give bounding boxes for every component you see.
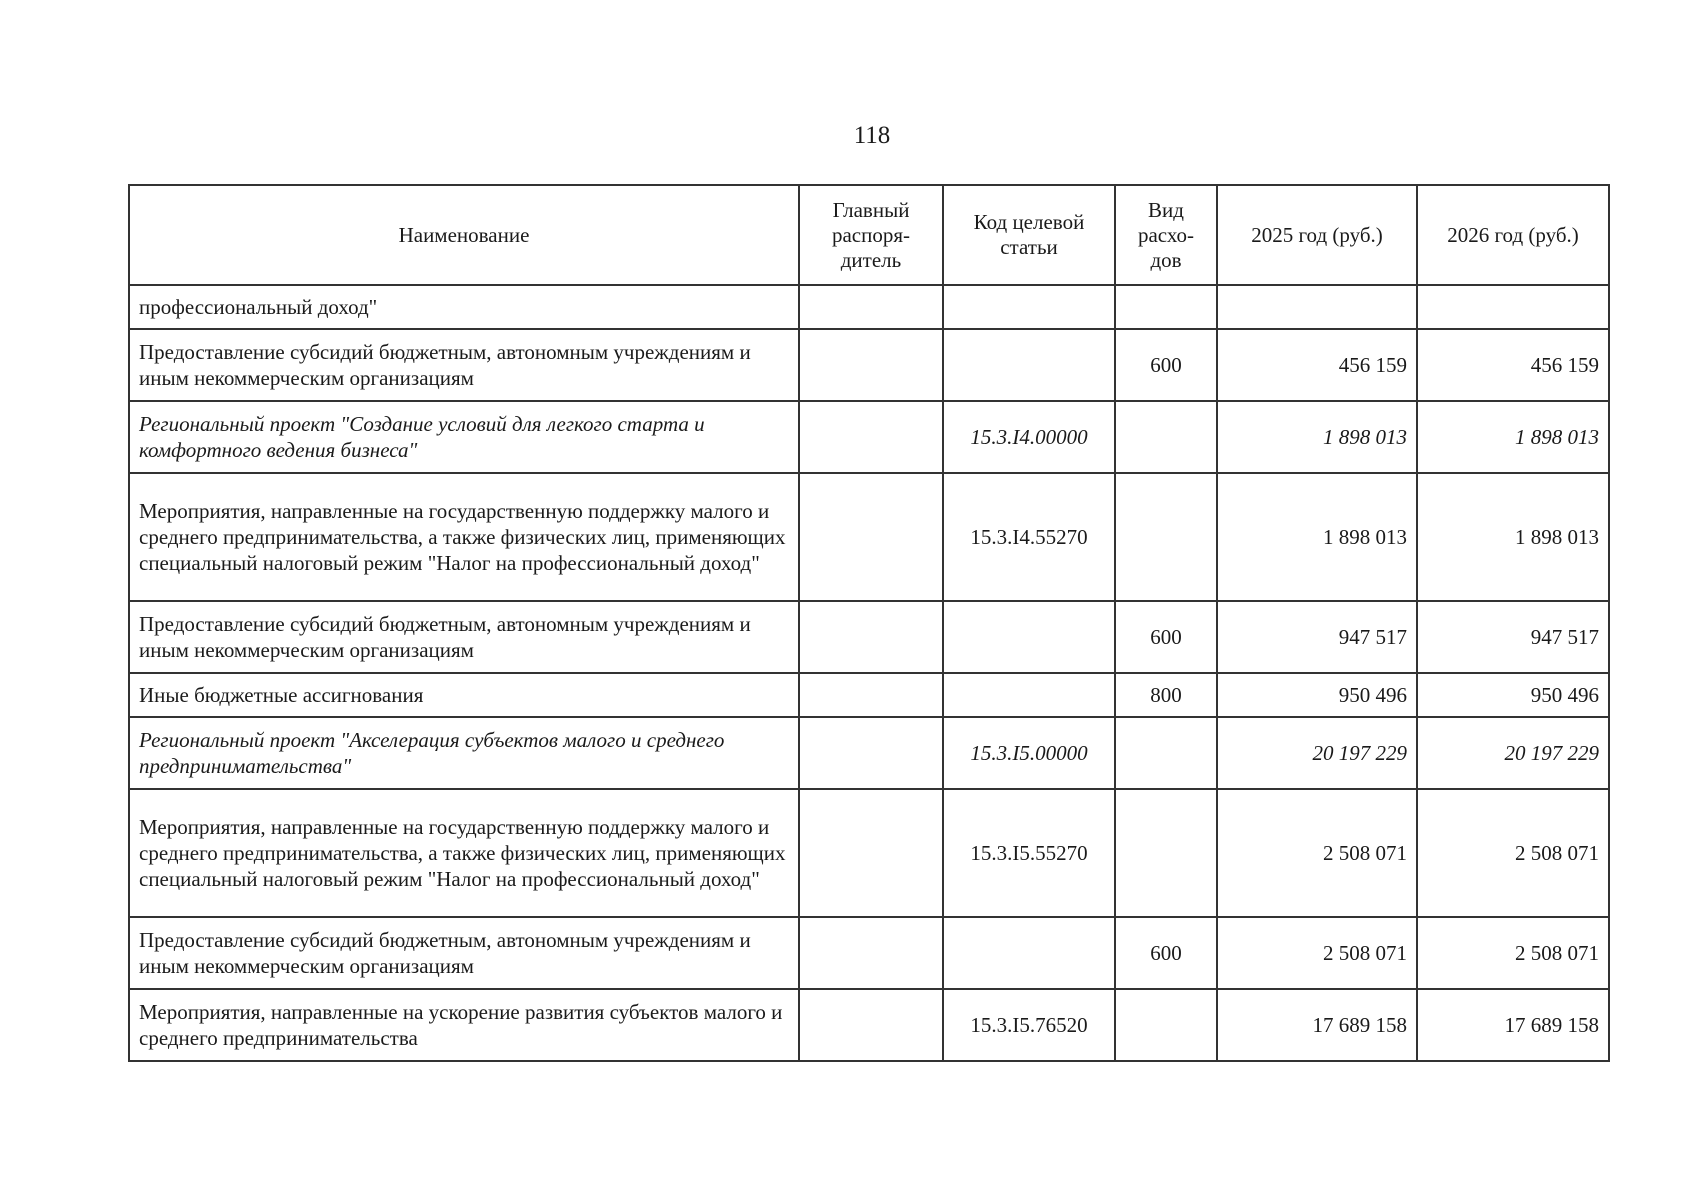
table-row [129,673,1609,717]
table-row [129,789,1609,917]
row-2026 [1417,285,1609,329]
row-vid [1115,473,1217,601]
row-name: Мероприятия, направленные на государственную поддержку малого и среднего предпринимательства, а также физических лиц, применяющих специальный налоговый режим "Налог на профессиональный доход" [129,789,799,917]
row-code [943,601,1115,673]
table-header-row [129,185,1609,285]
row-distributor [799,285,943,329]
row-name: Мероприятия, направленные на государственную поддержку малого и среднего предпринимательства, а также физических лиц, применяющих специальный налоговый режим "Налог на профессиональный доход" [129,473,799,601]
row-distributor [799,473,943,601]
row-code: 15.3.I5.76520 [943,989,1115,1061]
table-row [129,601,1609,673]
row-name: Предоставление субсидий бюджетным, автономным учреждениям и иным некоммерческим организациям [129,601,799,673]
row-vid [1115,285,1217,329]
page-number: 118 [853,122,891,149]
row-vid: 800 [1115,673,1217,717]
row-code [943,285,1115,329]
row-2025: 947 517 [1217,601,1417,673]
row-2026: 1 898 013 [1417,401,1609,473]
row-name: Мероприятия, направленные на ускорение развития субъектов малого и среднего предпринимательства [129,989,799,1061]
row-vid [1115,401,1217,473]
row-2025: 950 496 [1217,673,1417,717]
table-row [129,401,1609,473]
row-vid: 600 [1115,601,1217,673]
row-2026: 2 508 071 [1417,789,1609,917]
row-vid: 600 [1115,329,1217,401]
row-distributor [799,329,943,401]
row-code: 15.3.I4.00000 [943,401,1115,473]
row-distributor [799,717,943,789]
row-2025: 1 898 013 [1217,401,1417,473]
row-name: профессиональный доход" [129,285,799,329]
header-name: Наименование [129,185,799,285]
header-distributor: Главный распоря-дитель [799,185,943,285]
table-row [129,717,1609,789]
row-code: 15.3.I5.55270 [943,789,1115,917]
row-vid: 600 [1115,917,1217,989]
row-2026: 950 496 [1417,673,1609,717]
table-row [129,285,1609,329]
row-name: Предоставление субсидий бюджетным, автономным учреждениям и иным некоммерческим организациям [129,329,799,401]
row-2025: 20 197 229 [1217,717,1417,789]
row-distributor [799,401,943,473]
row-2025 [1217,285,1417,329]
row-2025: 456 159 [1217,329,1417,401]
row-code [943,329,1115,401]
row-2025: 2 508 071 [1217,789,1417,917]
row-distributor [799,673,943,717]
row-name: Региональный проект "Акселерация субъектов малого и среднего предпринимательства" [129,717,799,789]
row-name: Предоставление субсидий бюджетным, автономным учреждениям и иным некоммерческим организациям [129,917,799,989]
row-distributor [799,601,943,673]
header-2026: 2026 год (руб.) [1417,185,1609,285]
row-vid [1115,789,1217,917]
row-vid [1115,717,1217,789]
table-row [129,989,1609,1061]
table-row [129,473,1609,601]
row-name: Региональный проект "Создание условий для легкого старта и комфортного ведения бизнеса" [129,401,799,473]
header-vid: Вид расхо-дов [1115,185,1217,285]
row-2025: 17 689 158 [1217,989,1417,1061]
row-code [943,917,1115,989]
table-row [129,329,1609,401]
budget-table [128,184,1610,1062]
row-2026: 947 517 [1417,601,1609,673]
row-code: 15.3.I4.55270 [943,473,1115,601]
row-distributor [799,789,943,917]
row-code [943,673,1115,717]
row-2026: 17 689 158 [1417,989,1609,1061]
row-distributor [799,989,943,1061]
header-code: Код целевой статьи [943,185,1115,285]
row-2026: 2 508 071 [1417,917,1609,989]
row-2026: 1 898 013 [1417,473,1609,601]
row-2026: 20 197 229 [1417,717,1609,789]
table-row [129,917,1609,989]
row-2026: 456 159 [1417,329,1609,401]
row-name: Иные бюджетные ассигнования [129,673,799,717]
row-2025: 1 898 013 [1217,473,1417,601]
row-2025: 2 508 071 [1217,917,1417,989]
row-distributor [799,917,943,989]
row-code: 15.3.I5.00000 [943,717,1115,789]
header-2025: 2025 год (руб.) [1217,185,1417,285]
row-vid [1115,989,1217,1061]
